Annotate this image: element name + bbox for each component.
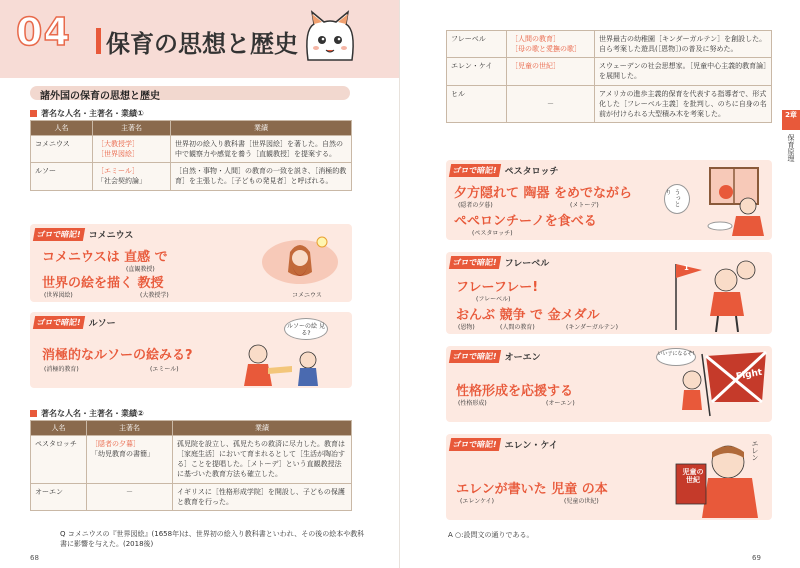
table2-caption: [30, 408, 144, 419]
col-header: 主著名: [93, 121, 171, 136]
chapter-side-label: 保育原理: [787, 134, 795, 162]
mnemonic-head: [450, 256, 549, 269]
mnemonic-gloss: (大教授学): [140, 292, 169, 299]
col-header: 業績: [171, 121, 352, 136]
person-name: ルソー: [31, 163, 93, 190]
works-cell: [507, 31, 595, 58]
person-name: フレーベル: [447, 31, 507, 58]
mnemonic-head: [34, 316, 116, 329]
section-title: 諸外国の保育の思想と歴史: [40, 91, 160, 102]
mnemonic-gloss: (メトーデ): [570, 202, 599, 209]
col-header: 業績: [173, 421, 352, 436]
work-title: ［エミール］: [97, 167, 139, 176]
illustration-label: コメニウス: [292, 292, 322, 299]
person-name: ヒル: [447, 85, 507, 122]
work-title: ［母の歌と愛撫の歌］: [511, 45, 581, 54]
mnemonic-line: ペペロンチーノを食べる: [454, 214, 597, 229]
goro-badge: ゴロで暗記!: [33, 228, 85, 241]
works-cell: ［児童の世紀］: [507, 58, 595, 85]
mnemonic-box-comenius: [30, 224, 352, 302]
work-title: ［人間の教育］: [511, 35, 560, 43]
right-page: [400, 0, 800, 568]
work-title: 「幼児教育の書簡」: [91, 450, 154, 459]
achievement-cell: 孤児院を設立し、孤児たちの救済に尽力した。教育は［家庭生活］において育まれるとして［生活が陶冶する］ことを提唱した。［メトーデ］という直観教授法に基づいた教育方法も確立した。: [173, 436, 352, 484]
table-row: [447, 58, 772, 85]
person-name: オーエン: [31, 483, 87, 510]
table-row: [31, 163, 352, 190]
table-row: [31, 483, 352, 510]
mnemonic-head: [450, 438, 558, 451]
mnemonic-line: フレーフレー!: [456, 280, 539, 295]
table1-caption: [30, 108, 144, 119]
mnemonic-box-froebel: [446, 252, 772, 334]
mnemonic-line: おんぶ 競争 で 金メダル: [456, 308, 600, 323]
speech-bubble: いい子になるぞ!: [656, 348, 696, 366]
mnemonic-line: エレンが書いた 児童 の本: [456, 482, 608, 497]
table-row: [447, 31, 772, 58]
mnemonic-line: 性格形成を応援する: [456, 384, 574, 399]
mnemonic-gloss: (オーエン): [546, 400, 575, 407]
goro-badge: ゴロで暗記!: [449, 350, 501, 363]
goro-badge: ゴロで暗記!: [449, 256, 501, 269]
person-name: ペスタロッチ: [31, 436, 87, 484]
work-title: ［世界図絵］: [97, 150, 139, 159]
mnemonic-gloss: (消極的教育): [44, 366, 79, 373]
book-title: 児童の世紀: [682, 468, 704, 485]
mnemonic-name: ペスタロッチ: [504, 167, 559, 177]
sunset-window-illustration-icon: [696, 166, 768, 236]
person-name: コメニウス: [31, 136, 93, 163]
chapter-number: 04: [16, 10, 71, 54]
mnemonic-head: [450, 350, 541, 363]
goro-badge: ゴロで暗記!: [449, 164, 501, 177]
mnemonic-gloss: (ペスタロッチ): [472, 230, 513, 237]
piggyback-illustration-icon: [666, 256, 768, 332]
mnemonic-name: エレン・ケイ: [504, 441, 558, 451]
mnemonic-box-owen: [446, 346, 772, 422]
mnemonic-gloss: (恩物): [458, 324, 475, 331]
works-cell: [93, 163, 171, 190]
works-cell: [87, 436, 173, 484]
col-header: 人名: [31, 121, 93, 136]
table2-caption-text: 著名な人名・主著名・業績②: [41, 409, 144, 418]
chapter-tab[interactable]: 2章: [782, 110, 800, 130]
work-title: ［大教授学］: [97, 140, 139, 148]
works-table-2: [30, 420, 352, 511]
speech-bubble: うっとり: [664, 184, 690, 214]
comenius-illustration-icon: [260, 232, 348, 298]
flag-label: 1: [684, 264, 689, 272]
mnemonic-name: フレーベル: [504, 259, 550, 269]
mnemonic-gloss: (直観教授): [126, 266, 155, 273]
speech-bubble: ルソーの絵 見る?: [284, 318, 328, 340]
table-row: [31, 436, 352, 484]
goro-badge: ゴロで暗記!: [449, 438, 501, 451]
works-cell: －: [507, 85, 595, 122]
mnemonic-head: [34, 228, 133, 241]
mnemonic-gloss: (人間の教育): [500, 324, 535, 331]
table-header-row: [31, 121, 352, 136]
title-bar: [96, 28, 101, 54]
mnemonic-box-ellen-key: [446, 434, 772, 520]
mnemonic-name: コメニウス: [88, 231, 134, 241]
side-label: エレン: [751, 440, 759, 461]
table-row: [31, 136, 352, 163]
works-table-3: [446, 30, 772, 123]
achievement-cell: スウェーデンの社会思想家。［児童中心主義的教育論］を展開した。: [595, 58, 772, 85]
works-cell: [93, 136, 171, 163]
mnemonic-box-pestalozzi: [446, 160, 772, 240]
person-name: エレン・ケイ: [447, 58, 507, 85]
achievement-cell: イギリスに［性格形成学院］を開設し、子どもの保護と教育を行った。: [173, 483, 352, 510]
mnemonic-line: 世界の絵を描く 教授: [42, 276, 164, 291]
table-row: [447, 85, 772, 122]
mnemonic-head: [450, 164, 558, 177]
table-header-row: [31, 421, 352, 436]
mnemonic-gloss: (児童の世紀): [564, 498, 599, 505]
mnemonic-name: オーエン: [504, 353, 541, 363]
mnemonic-line: 消極的なルソーの絵みる?: [42, 348, 193, 363]
achievement-cell: 世界初の絵入り教科書［世界図絵］を著した。自然の中で観察力や感覚を養う［直観教授］を提案する。: [171, 136, 352, 163]
achievement-cell: ［自然・事物・人間］の教育の一致を説き、［消極的教育］を主張した。［子どもの発見者］と呼ばれる。: [171, 163, 352, 190]
chapter-header: [0, 0, 400, 78]
mnemonic-gloss: (世界図絵): [44, 292, 73, 299]
mnemonic-line: 夕方隠れて 陶器 をめでながら: [454, 186, 633, 201]
achievement-cell: アメリカの進歩主義的保育を代表する指導者で、形式化した［フレーベル主義］を批判し、のちに自身の名前が付けられる大型積み木を考案した。: [595, 85, 772, 122]
cat-mascot-icon: [300, 10, 360, 66]
mnemonic-box-rousseau: [30, 312, 352, 388]
works-cell: －: [87, 483, 173, 510]
works-table-1: [30, 120, 352, 191]
mnemonic-gloss: (性格形成): [458, 400, 487, 407]
mnemonic-gloss: (フレーベル): [476, 296, 511, 303]
mnemonic-name: ルソー: [88, 319, 116, 329]
answer-note: A ○:設問文の通りである。: [448, 531, 534, 539]
mnemonic-gloss: (隠者の夕暮): [458, 202, 493, 209]
page-title: 保育の思想と歴史: [106, 30, 298, 58]
achievement-cell: 世界最古の幼稚園［キンダーガルテン］を創設した。自ら考案した遊具(［恩物］)の普及に努めた。: [595, 31, 772, 58]
footnote: Q コメニウスの『世界図絵』(1658年)は、世界初の絵入り教科書といわれ、その後の絵本や教科書に影響を与えた。(2018後): [60, 530, 365, 548]
col-header: 人名: [31, 421, 87, 436]
work-title: ［隠者の夕暮］: [91, 440, 140, 448]
page-number: 68: [30, 554, 39, 562]
flag-label: Fight: [735, 367, 764, 383]
goro-badge: ゴロで暗記!: [33, 316, 85, 329]
table1-caption-text: 著名な人名・主著名・業績①: [41, 109, 144, 118]
square-icon: [30, 110, 37, 117]
mnemonic-gloss: (エレンケイ): [460, 498, 494, 505]
col-header: 主著名: [87, 421, 173, 436]
mnemonic-line: コメニウスは 直感 で: [42, 250, 168, 265]
page-number: 69: [752, 554, 761, 562]
mnemonic-gloss: (エミール): [150, 366, 179, 373]
mnemonic-gloss: (キンダーガルテン): [566, 324, 618, 331]
work-title: 「社会契約論」: [97, 177, 146, 186]
square-icon: [30, 410, 37, 417]
rousseau-illustration-icon: [236, 338, 336, 386]
